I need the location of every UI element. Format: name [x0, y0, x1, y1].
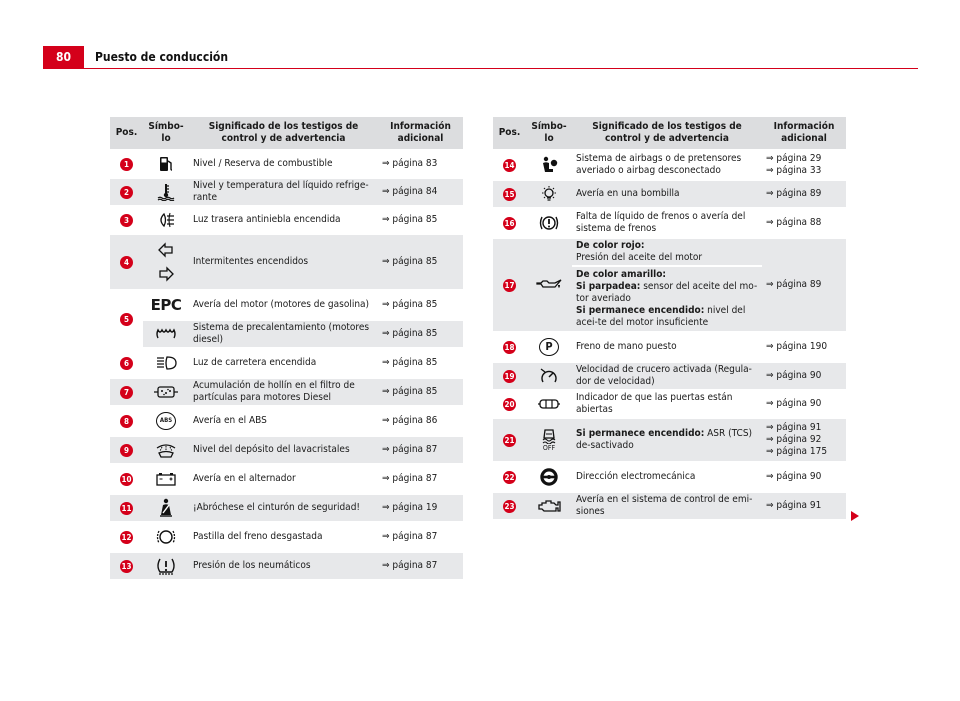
- warning-lights-table-left: [110, 117, 463, 581]
- steady-label: Si permanece encendido:: [576, 428, 705, 439]
- pos-badge: 7: [120, 386, 133, 399]
- table-row: [493, 180, 846, 208]
- table-row: [493, 362, 846, 390]
- meaning-text: Sistema de precalentamiento (motores diesel): [189, 320, 378, 348]
- pos-badge: 10: [121, 474, 132, 484]
- page-reference[interactable]: ⇒ página 90: [762, 462, 846, 492]
- meaning-text: Luz trasera antiniebla encendida: [189, 206, 378, 234]
- blink-label: Si parpadea:: [576, 281, 641, 292]
- meaning-text: Nivel / Reserva de combustible: [189, 150, 378, 178]
- page-reference[interactable]: ⇒ página 85: [378, 320, 463, 348]
- fuel-icon: [158, 155, 174, 173]
- engine-check-icon: [537, 498, 561, 514]
- col-header-pos: Pos.: [493, 117, 526, 150]
- meaning-text: Presión del aceite del motor: [576, 252, 703, 263]
- table-row: [110, 522, 463, 552]
- seatbelt-icon: [158, 498, 174, 518]
- continue-arrow-icon: [851, 511, 859, 521]
- steady-label: Si permanece encendido:: [576, 305, 705, 316]
- meaning-text: Dirección electromecánica: [572, 462, 762, 492]
- page-reference[interactable]: ⇒ página 87: [378, 552, 463, 580]
- col-header-symbol: Símbo-lo: [143, 117, 189, 150]
- steering-icon: [539, 468, 559, 486]
- table-row: [110, 320, 463, 348]
- page-reference[interactable]: ⇒ página 85: [378, 378, 463, 406]
- meaning-text: Avería en una bombilla: [572, 180, 762, 208]
- table-row: [110, 234, 463, 290]
- col-header-info: Información adicional: [762, 117, 846, 150]
- meaning-text: Avería en el alternador: [189, 464, 378, 494]
- header-rule: [43, 68, 918, 69]
- page-reference[interactable]: ⇒ página 87: [378, 464, 463, 494]
- pos-badge: 22: [504, 472, 515, 482]
- meaning-text: Presión de los neumáticos: [189, 552, 378, 580]
- pos-badge: 19: [504, 371, 515, 381]
- page-reference[interactable]: ⇒ página 175: [766, 446, 828, 457]
- table-row: [110, 464, 463, 494]
- turn-signals-icon: [156, 241, 176, 283]
- diesel-particulate-filter-icon: [153, 385, 179, 399]
- page-reference[interactable]: ⇒ página 87: [378, 522, 463, 552]
- asr-off-icon: [541, 428, 557, 444]
- abs-icon: [156, 412, 176, 430]
- table-row: [110, 436, 463, 464]
- meaning-text: Sistema de airbags o de pretensores averiado o airbag desconectado: [572, 150, 762, 180]
- asr-off-label: OFF: [542, 444, 556, 452]
- bulb-icon: [538, 185, 560, 203]
- page-reference[interactable]: ⇒ página 84: [378, 178, 463, 206]
- abs-icon-label: ABS: [159, 417, 173, 424]
- meaning-text: ¡Abróchese el cinturón de seguridad!: [189, 494, 378, 522]
- meaning-text: Nivel y temperatura del líquido refrige-rante: [189, 178, 378, 206]
- pos-badge: 11: [121, 503, 132, 513]
- page-reference[interactable]: ⇒ página 29: [766, 153, 822, 164]
- pos-badge: 23: [504, 501, 515, 511]
- table-row: [493, 492, 846, 520]
- page-reference[interactable]: ⇒ página 190: [762, 332, 846, 362]
- table-row: [493, 418, 846, 462]
- brake-fluid-icon: [538, 214, 560, 232]
- pos-badge: 1: [120, 158, 133, 171]
- rear-fog-light-icon: [156, 212, 176, 228]
- red-label: De color rojo:: [576, 240, 645, 251]
- table-row: [493, 462, 846, 492]
- pos-badge: 8: [120, 415, 133, 428]
- glow-plug-icon: [155, 328, 177, 340]
- warning-lights-table-right: [493, 117, 846, 521]
- page-reference[interactable]: ⇒ página 33: [766, 165, 822, 176]
- parking-brake-icon: [539, 338, 559, 356]
- tire-pressure-icon: [155, 557, 177, 575]
- col-header-info: Información adicional: [378, 117, 463, 150]
- page-reference[interactable]: ⇒ página 85: [378, 234, 463, 290]
- page-reference[interactable]: ⇒ página 90: [762, 362, 846, 390]
- page-reference[interactable]: ⇒ página 90: [762, 390, 846, 418]
- page-reference[interactable]: ⇒ página 86: [378, 406, 463, 436]
- meaning-text: sensor del aceite del mo-tor averiado: [576, 281, 758, 304]
- parking-brake-icon-label: P: [545, 340, 553, 353]
- table-row: [110, 206, 463, 234]
- meaning-text: Luz de carretera encendida: [189, 348, 378, 378]
- pos-badge: 2: [120, 186, 133, 199]
- page-reference[interactable]: ⇒ página 89: [762, 180, 846, 208]
- table-row: [110, 552, 463, 580]
- pos-badge: 20: [504, 399, 515, 409]
- page-reference[interactable]: ⇒ página 19: [378, 494, 463, 522]
- pos-badge: 12: [121, 532, 132, 542]
- meaning-text: Avería en el ABS: [189, 406, 378, 436]
- pos-badge: 17: [504, 280, 515, 290]
- table-row: [110, 406, 463, 436]
- page-reference[interactable]: ⇒ página 92: [766, 434, 822, 445]
- oil-can-icon: [535, 278, 563, 292]
- col-header-meaning: Significado de los testigos de control y de advertencia: [189, 117, 378, 150]
- meaning-text: Indicador de que las puertas están abiertas: [572, 390, 762, 418]
- pos-badge: 5: [120, 313, 133, 326]
- battery-icon: [155, 472, 177, 486]
- table-row: [110, 494, 463, 522]
- page-reference[interactable]: ⇒ página 85: [378, 290, 463, 320]
- brake-pad-icon: [155, 528, 177, 546]
- col-header-pos: Pos.: [110, 117, 143, 150]
- pos-badge: 6: [120, 357, 133, 370]
- table-row: [110, 178, 463, 206]
- page-reference[interactable]: ⇒ página 89: [762, 238, 846, 332]
- table-row: [493, 238, 846, 266]
- table-row: [110, 348, 463, 378]
- page-reference[interactable]: ⇒ página 85: [378, 206, 463, 234]
- page-number: 80: [43, 46, 84, 68]
- washer-fluid-icon: [155, 442, 177, 458]
- high-beam-icon: [155, 356, 177, 370]
- pos-badge: 15: [504, 189, 515, 199]
- pos-badge: 9: [120, 444, 133, 457]
- page-reference[interactable]: ⇒ página 91: [762, 492, 846, 520]
- page-reference[interactable]: ⇒ página 91: [766, 422, 822, 433]
- page-reference[interactable]: ⇒ página 85: [378, 348, 463, 378]
- col-header-symbol: Símbo-lo: [526, 117, 572, 150]
- page-reference[interactable]: ⇒ página 87: [378, 436, 463, 464]
- table-row: [110, 150, 463, 178]
- page-title: Puesto de conducción: [95, 50, 229, 64]
- table-row: [110, 290, 463, 320]
- meaning-text: Pastilla del freno desgastada: [189, 522, 378, 552]
- meaning-text: Nivel del depósito del lavacristales: [189, 436, 378, 464]
- table-row: [493, 332, 846, 362]
- airbag-icon: [539, 156, 559, 174]
- pos-badge: 14: [504, 160, 515, 170]
- pos-badge: 21: [504, 435, 515, 445]
- cruise-control-icon: [539, 367, 559, 385]
- meaning-text: nivel del acei-te del motor insuficiente: [576, 305, 746, 328]
- meaning-text: Freno de mano puesto: [572, 332, 762, 362]
- page-reference[interactable]: ⇒ página 88: [762, 208, 846, 238]
- door-open-icon: [537, 397, 561, 411]
- table-row: [493, 150, 846, 180]
- meaning-text: ASR (TCS) de-sactivado: [576, 428, 753, 451]
- coolant-icon: [156, 183, 176, 201]
- meaning-text: Intermitentes encendidos: [189, 234, 378, 290]
- pos-badge: 18: [504, 342, 515, 352]
- pos-badge: 16: [504, 218, 515, 228]
- pos-badge: 3: [120, 214, 133, 227]
- pos-badge: 13: [121, 561, 132, 571]
- table-row: [110, 378, 463, 406]
- page-reference[interactable]: ⇒ página 83: [378, 150, 463, 178]
- yellow-label: De color amarillo:: [576, 269, 667, 280]
- col-header-meaning: Significado de los testigos de control y de advertencia: [572, 117, 762, 150]
- meaning-text: Velocidad de crucero activada (Regula-dor de velocidad): [572, 362, 762, 390]
- meaning-text: Falta de líquido de frenos o avería del sistema de frenos: [572, 208, 762, 238]
- pos-badge: 4: [120, 256, 133, 269]
- meaning-text: Avería en el sistema de control de emi-siones: [572, 492, 762, 520]
- table-row: [493, 208, 846, 238]
- epc-icon: EPC: [150, 295, 182, 314]
- meaning-text: Acumulación de hollín en el filtro de partículas para motores Diesel: [189, 378, 378, 406]
- table-row: [493, 390, 846, 418]
- meaning-text: Avería del motor (motores de gasolina): [189, 290, 378, 320]
